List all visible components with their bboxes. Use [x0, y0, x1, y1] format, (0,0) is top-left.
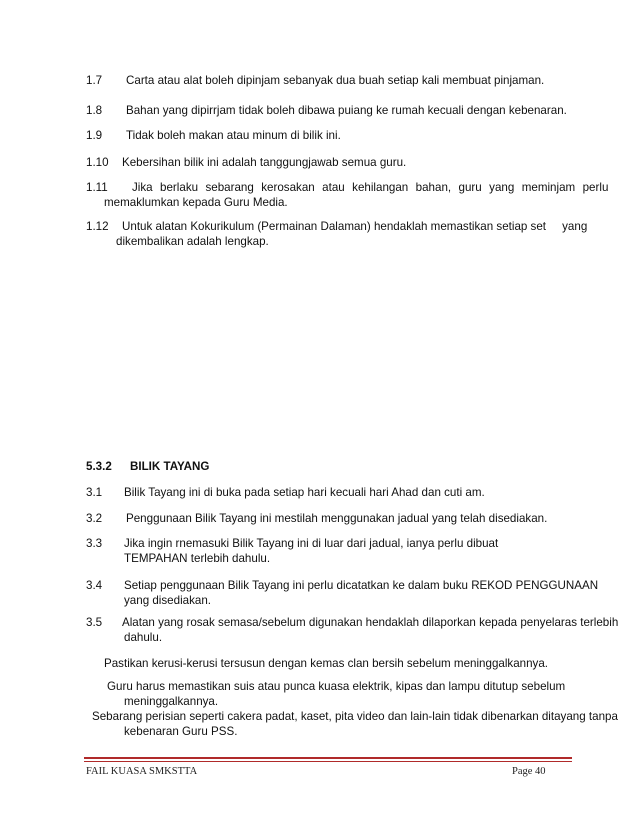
- item-text: Kebersihan bilik ini adalah tanggungjawab semua guru.: [122, 156, 407, 169]
- item-text: Alatan yang rosak semasa/sebelum digunakan hendaklah dilaporkan kepada penyelaras terlebih: [122, 616, 619, 629]
- heading-title: BILIK TAYANG: [130, 460, 210, 473]
- item-text-continuation: dikembalikan adalah lengkap.: [116, 235, 269, 248]
- item-text: Jika berlaku sebarang kerosakan atau kehilangan bahan, guru yang meminjam perlu: [132, 181, 609, 194]
- item-text-continuation: TEMPAHAN terlebih dahulu.: [124, 552, 271, 565]
- paragraph: Sebarang perisian seperti cakera padat, kaset, pita video dan lain-lain tidak dibenarkan ditayang tanpa: [92, 710, 618, 723]
- paragraph-continuation: kebenaran Guru PSS.: [124, 725, 238, 738]
- item-text: Setiap penggunaan Bilik Tayang ini perlu dicatatkan ke dalam buku REKOD PENGGUNAAN: [124, 579, 599, 592]
- item-text-continuation: yang disediakan.: [124, 594, 212, 607]
- heading-number: 5.3.2: [86, 460, 112, 473]
- item-number: 3.4: [86, 579, 103, 592]
- item-number: 3.2: [86, 512, 103, 525]
- page-number: Page 40: [512, 766, 546, 777]
- item-text: Carta atau alat boleh dipinjam sebanyak dua buah setiap kali membuat pinjaman.: [126, 74, 545, 87]
- item-text-continuation: dahulu.: [124, 631, 163, 644]
- item-number: 1.11: [86, 181, 108, 194]
- item-number: 3.5: [86, 616, 103, 629]
- item-text: Bilik Tayang ini di buka pada setiap hari kecuali hari Ahad dan cuti am.: [124, 486, 485, 499]
- paragraph: Guru harus memastikan suis atau punca kuasa elektrik, kipas dan lampu ditutup sebelum: [107, 680, 566, 693]
- paragraph-continuation: meninggalkannya.: [124, 695, 219, 708]
- item-number: 3.1: [86, 486, 103, 499]
- item-number: 1.10: [86, 156, 109, 169]
- footer-title: FAIL KUASA SMKSTTA: [86, 766, 198, 777]
- item-number: 1.8: [86, 104, 103, 117]
- item-text: Jika ingin rnemasuki Bilik Tayang ini di luar dari jadual, ianya perlu dibuat: [124, 537, 499, 550]
- item-text-continuation: memaklumkan kepada Guru Media.: [104, 196, 288, 209]
- item-text: Untuk alatan Kokurikulum (Permainan Dalaman) hendaklah memastikan setiap set yang: [122, 220, 588, 233]
- footer-rule: [84, 757, 572, 759]
- paragraph: Pastikan kerusi-kerusi tersusun dengan kemas clan bersih sebelum meninggalkannya.: [104, 657, 549, 670]
- item-text: Tidak boleh makan atau minum di bilik ini.: [126, 129, 341, 142]
- item-number: 1.7: [86, 74, 103, 87]
- footer-rule-thin: [84, 761, 572, 762]
- item-text: Penggunaan Bilik Tayang ini mestilah menggunakan jadual yang telah disediakan.: [126, 512, 548, 525]
- item-text: Bahan yang dipirrjam tidak boleh dibawa puiang ke rumah kecuali dengan kebenaran.: [126, 104, 567, 117]
- item-number: 1.9: [86, 129, 103, 142]
- item-number: 3.3: [86, 537, 103, 550]
- item-number: 1.12: [86, 220, 109, 233]
